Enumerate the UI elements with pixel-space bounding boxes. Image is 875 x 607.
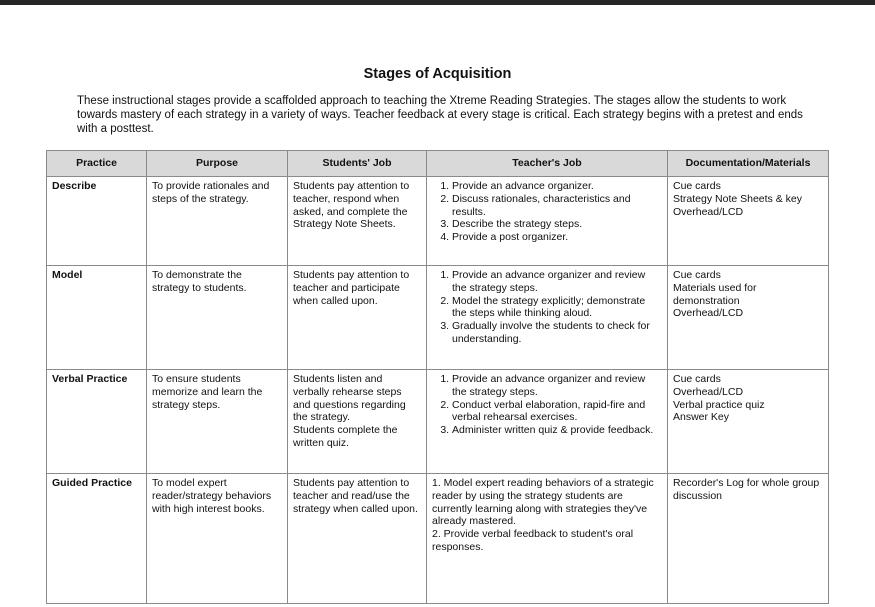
header-teachers-job: Teacher's Job bbox=[427, 151, 668, 177]
students-text: Students listen and verbally rehearse steps and questions regarding the strategy. bbox=[293, 373, 406, 424]
students-cell bbox=[288, 266, 427, 370]
materials-cell bbox=[668, 177, 829, 266]
header-materials: Documentation/Materials bbox=[668, 151, 829, 177]
teacher-text: 1. Model expert reading behaviors of a strategic reader by using the strategy students are currently learning along with strategies they've already mastered. bbox=[432, 477, 654, 528]
teacher-cell bbox=[427, 474, 668, 604]
table-row bbox=[47, 266, 829, 370]
header-purpose: Purpose bbox=[147, 151, 288, 177]
stage-cell: Guided Practice bbox=[47, 474, 147, 604]
students-cell bbox=[288, 370, 427, 474]
purpose-cell: To demonstrate the strategy to students. bbox=[147, 266, 288, 370]
table-row bbox=[47, 370, 829, 474]
materials-cell bbox=[668, 474, 829, 604]
purpose-cell: To model expert reader/strategy behaviors with high interest books. bbox=[147, 474, 288, 604]
material-item: Overhead/LCD bbox=[673, 205, 744, 218]
list-item: 2. Model the strategy explicitly; demonstrate the steps while thinking aloud. bbox=[452, 295, 662, 321]
materials-cell bbox=[668, 266, 829, 370]
list-item: 3. Gradually involve the students to check for understanding. bbox=[452, 320, 662, 346]
material-item: Strategy Note Sheets & key bbox=[673, 192, 802, 205]
top-bar bbox=[0, 0, 875, 5]
teacher-cell bbox=[427, 266, 668, 370]
teacher-steps-list bbox=[432, 269, 662, 346]
material-item: Materials used for demonstration bbox=[673, 281, 757, 307]
header-students-job: Students' Job bbox=[288, 151, 427, 177]
purpose-cell: To provide rationales and steps of the strategy. bbox=[147, 177, 288, 266]
stage-cell: Model bbox=[47, 266, 147, 370]
students-cell bbox=[288, 177, 427, 266]
material-item: Overhead/LCD bbox=[673, 385, 744, 398]
list-item: 3. Administer written quiz & provide feedback. bbox=[452, 424, 662, 437]
stages-table bbox=[46, 150, 829, 604]
material-item: Recorder's Log for whole group discussion bbox=[673, 477, 820, 502]
page-title: Stages of Acquisition bbox=[363, 66, 512, 82]
students-text: Students pay attention to teacher and read/use the strategy when called upon. bbox=[293, 477, 418, 515]
purpose-cell: To ensure students memorize and learn the strategy steps. bbox=[147, 370, 288, 474]
list-item: 1. Provide an advance organizer. bbox=[452, 180, 662, 193]
list-item: 2. Conduct verbal elaboration, rapid-fire and verbal rehearsal exercises. bbox=[452, 399, 662, 425]
stage-cell: Describe bbox=[47, 177, 147, 266]
list-item: 4. Provide a post organizer. bbox=[452, 231, 662, 244]
materials-cell bbox=[668, 370, 829, 474]
list-item: 1. Provide an advance organizer and review the strategy steps. bbox=[452, 269, 662, 295]
intro-paragraph: These instructional stages provide a scaffolded approach to teaching the Xtreme Reading Strategies. The stages allow the students to work towards mastery of each strategy in a variety of ways. Teacher feedback at every stage is critical. Each strategy begins with a pretest and ends with a posttest. bbox=[77, 95, 803, 135]
teacher-cell bbox=[427, 177, 668, 266]
table-row bbox=[47, 474, 829, 604]
material-item: Overhead/LCD bbox=[673, 307, 744, 320]
list-item: 3. Describe the strategy steps. bbox=[452, 218, 662, 231]
header-practice: Practice bbox=[47, 151, 147, 177]
list-item: 1. Provide an advance organizer and review the strategy steps. bbox=[452, 373, 662, 399]
list-item: 2. Discuss rationales, characteristics and results. bbox=[452, 193, 662, 219]
students-text: Students pay attention to teacher and participate when called upon. bbox=[293, 269, 410, 307]
table-row bbox=[47, 177, 829, 266]
teacher-cell bbox=[427, 370, 668, 474]
teacher-text: 2. Provide verbal feedback to student's oral responses. bbox=[432, 528, 634, 553]
material-item: Cue cards bbox=[673, 269, 721, 281]
students-text: Students complete the written quiz. bbox=[293, 424, 398, 449]
stage-cell: Verbal Practice bbox=[47, 370, 147, 474]
table-header-row bbox=[47, 151, 829, 177]
material-item: Cue cards bbox=[673, 180, 721, 192]
material-item: Answer Key bbox=[673, 411, 730, 424]
material-item: Cue cards bbox=[673, 373, 721, 385]
teacher-steps-list bbox=[432, 373, 662, 437]
material-item: Verbal practice quiz bbox=[673, 398, 765, 411]
students-cell bbox=[288, 474, 427, 604]
teacher-steps-list bbox=[432, 180, 662, 244]
students-text: Students pay attention to teacher, respond when asked, and complete the Strategy Note Sheets. bbox=[293, 180, 410, 231]
